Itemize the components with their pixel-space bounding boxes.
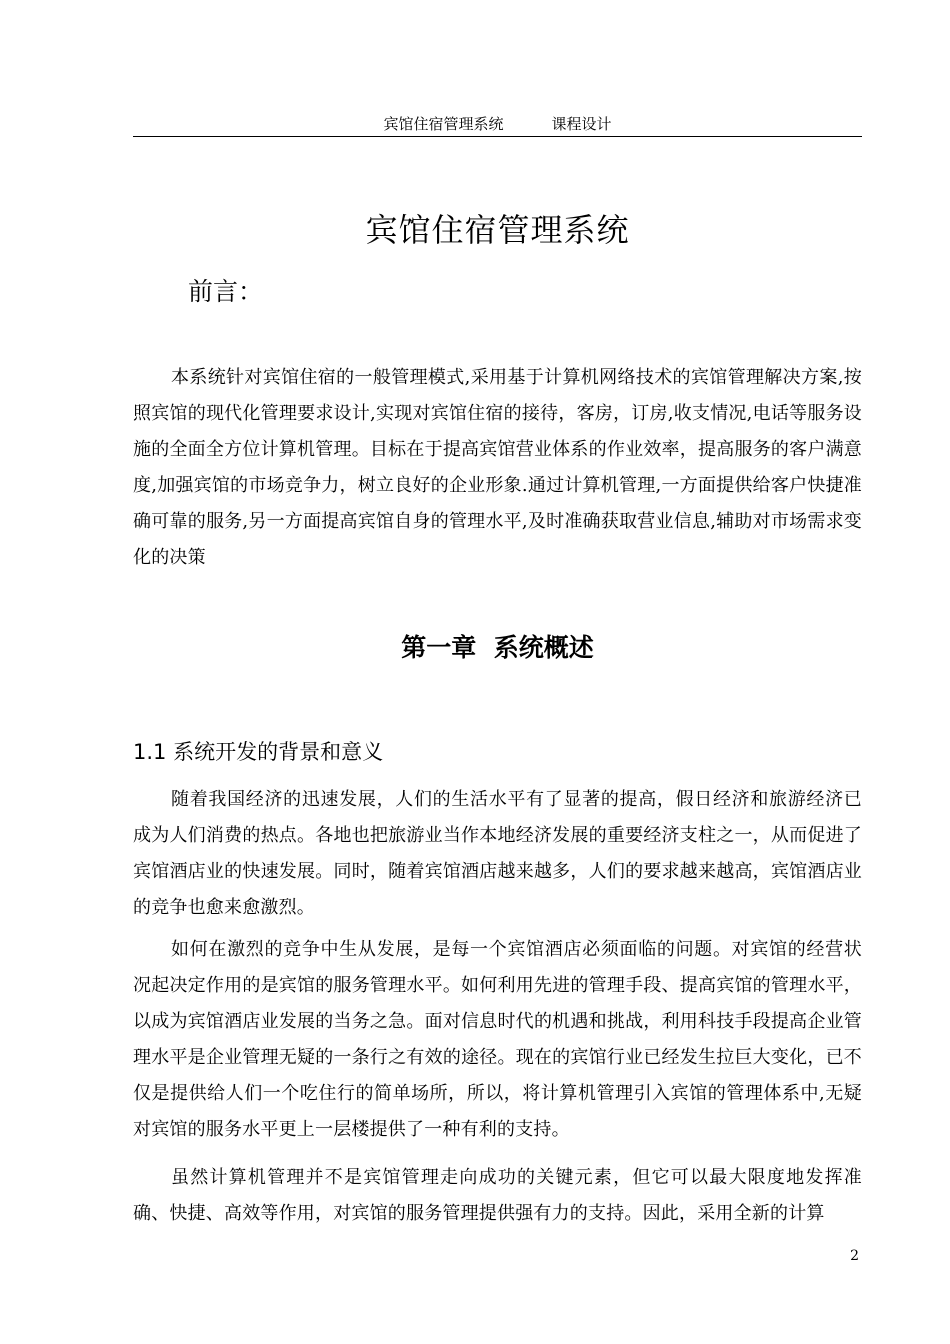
body-paragraph-3: 虽然计算机管理并不是宾馆管理走向成功的关键元素，但它可以最大限度地发挥准确、快捷、高效等作用，对宾馆的服务管理提供强有力的支持。因此，采用全新的计算 (133, 1167, 862, 1224)
page-number: 2 (850, 1248, 859, 1264)
section-heading: 1.1 系统开发的背景和意义 (133, 740, 384, 764)
running-header (133, 112, 862, 137)
header-right-text: 课程设计 (551, 115, 612, 133)
chapter-heading: 第一章 系统概述 (401, 633, 594, 662)
document-title: 宾馆住宿管理系统 (365, 211, 630, 249)
foreword-heading: 前言： (188, 277, 264, 306)
foreword-paragraph: 本系统针对宾馆住宿的一般管理模式,采用基于计算机网络技术的宾馆管理解决方案,按照宾馆的现代化管理要求设计,实现对宾馆住宿的接待，客房，订房,收支情况,电话等服务设施的全面全方位计算机管理。目标在于提高宾馆营业体系的作业效率，提高服务的客户满意度,加强宾馆的市场竞争力，树立良好的企业形象.通过计算机管理,一方面提供给客户快捷准确可靠的服务,另一方面提高宾馆自身的管理水平,及时准确获取营业信息,辅助对市场需求变化的决策 (133, 367, 862, 568)
body-paragraph-2: 如何在激烈的竞争中生从发展，是每一个宾馆酒店必须面临的问题。对宾馆的经营状况起决定作用的是宾馆的服务管理水平。如何利用先进的管理手段、提高宾馆的管理水平，以成为宾馆酒店业发展的当务之急。面对信息时代的机遇和挑战，利用科技手段提高企业管理水平是企业管理无疑的一条行之有效的途径。现在的宾馆行业已经发生拉巨大变化，已不仅是提供给人们一个吃住行的简单场所，所以，将计算机管理引入宾馆的管理体系中,无疑对宾馆的服务水平更上一层楼提供了一种有利的支持。 (133, 939, 862, 1140)
header-left-text: 宾馆住宿管理系统 (383, 115, 504, 133)
body-paragraph-1: 随着我国经济的迅速发展，人们的生活水平有了显著的提高，假日经济和旅游经济已成为人们消费的热点。各地也把旅游业当作本地经济发展的重要经济支柱之一，从而促进了宾馆酒店业的快速发展。同时，随着宾馆酒店越来越多，人们的要求越来越高，宾馆酒店业的竞争也愈来愈激烈。 (133, 789, 862, 918)
